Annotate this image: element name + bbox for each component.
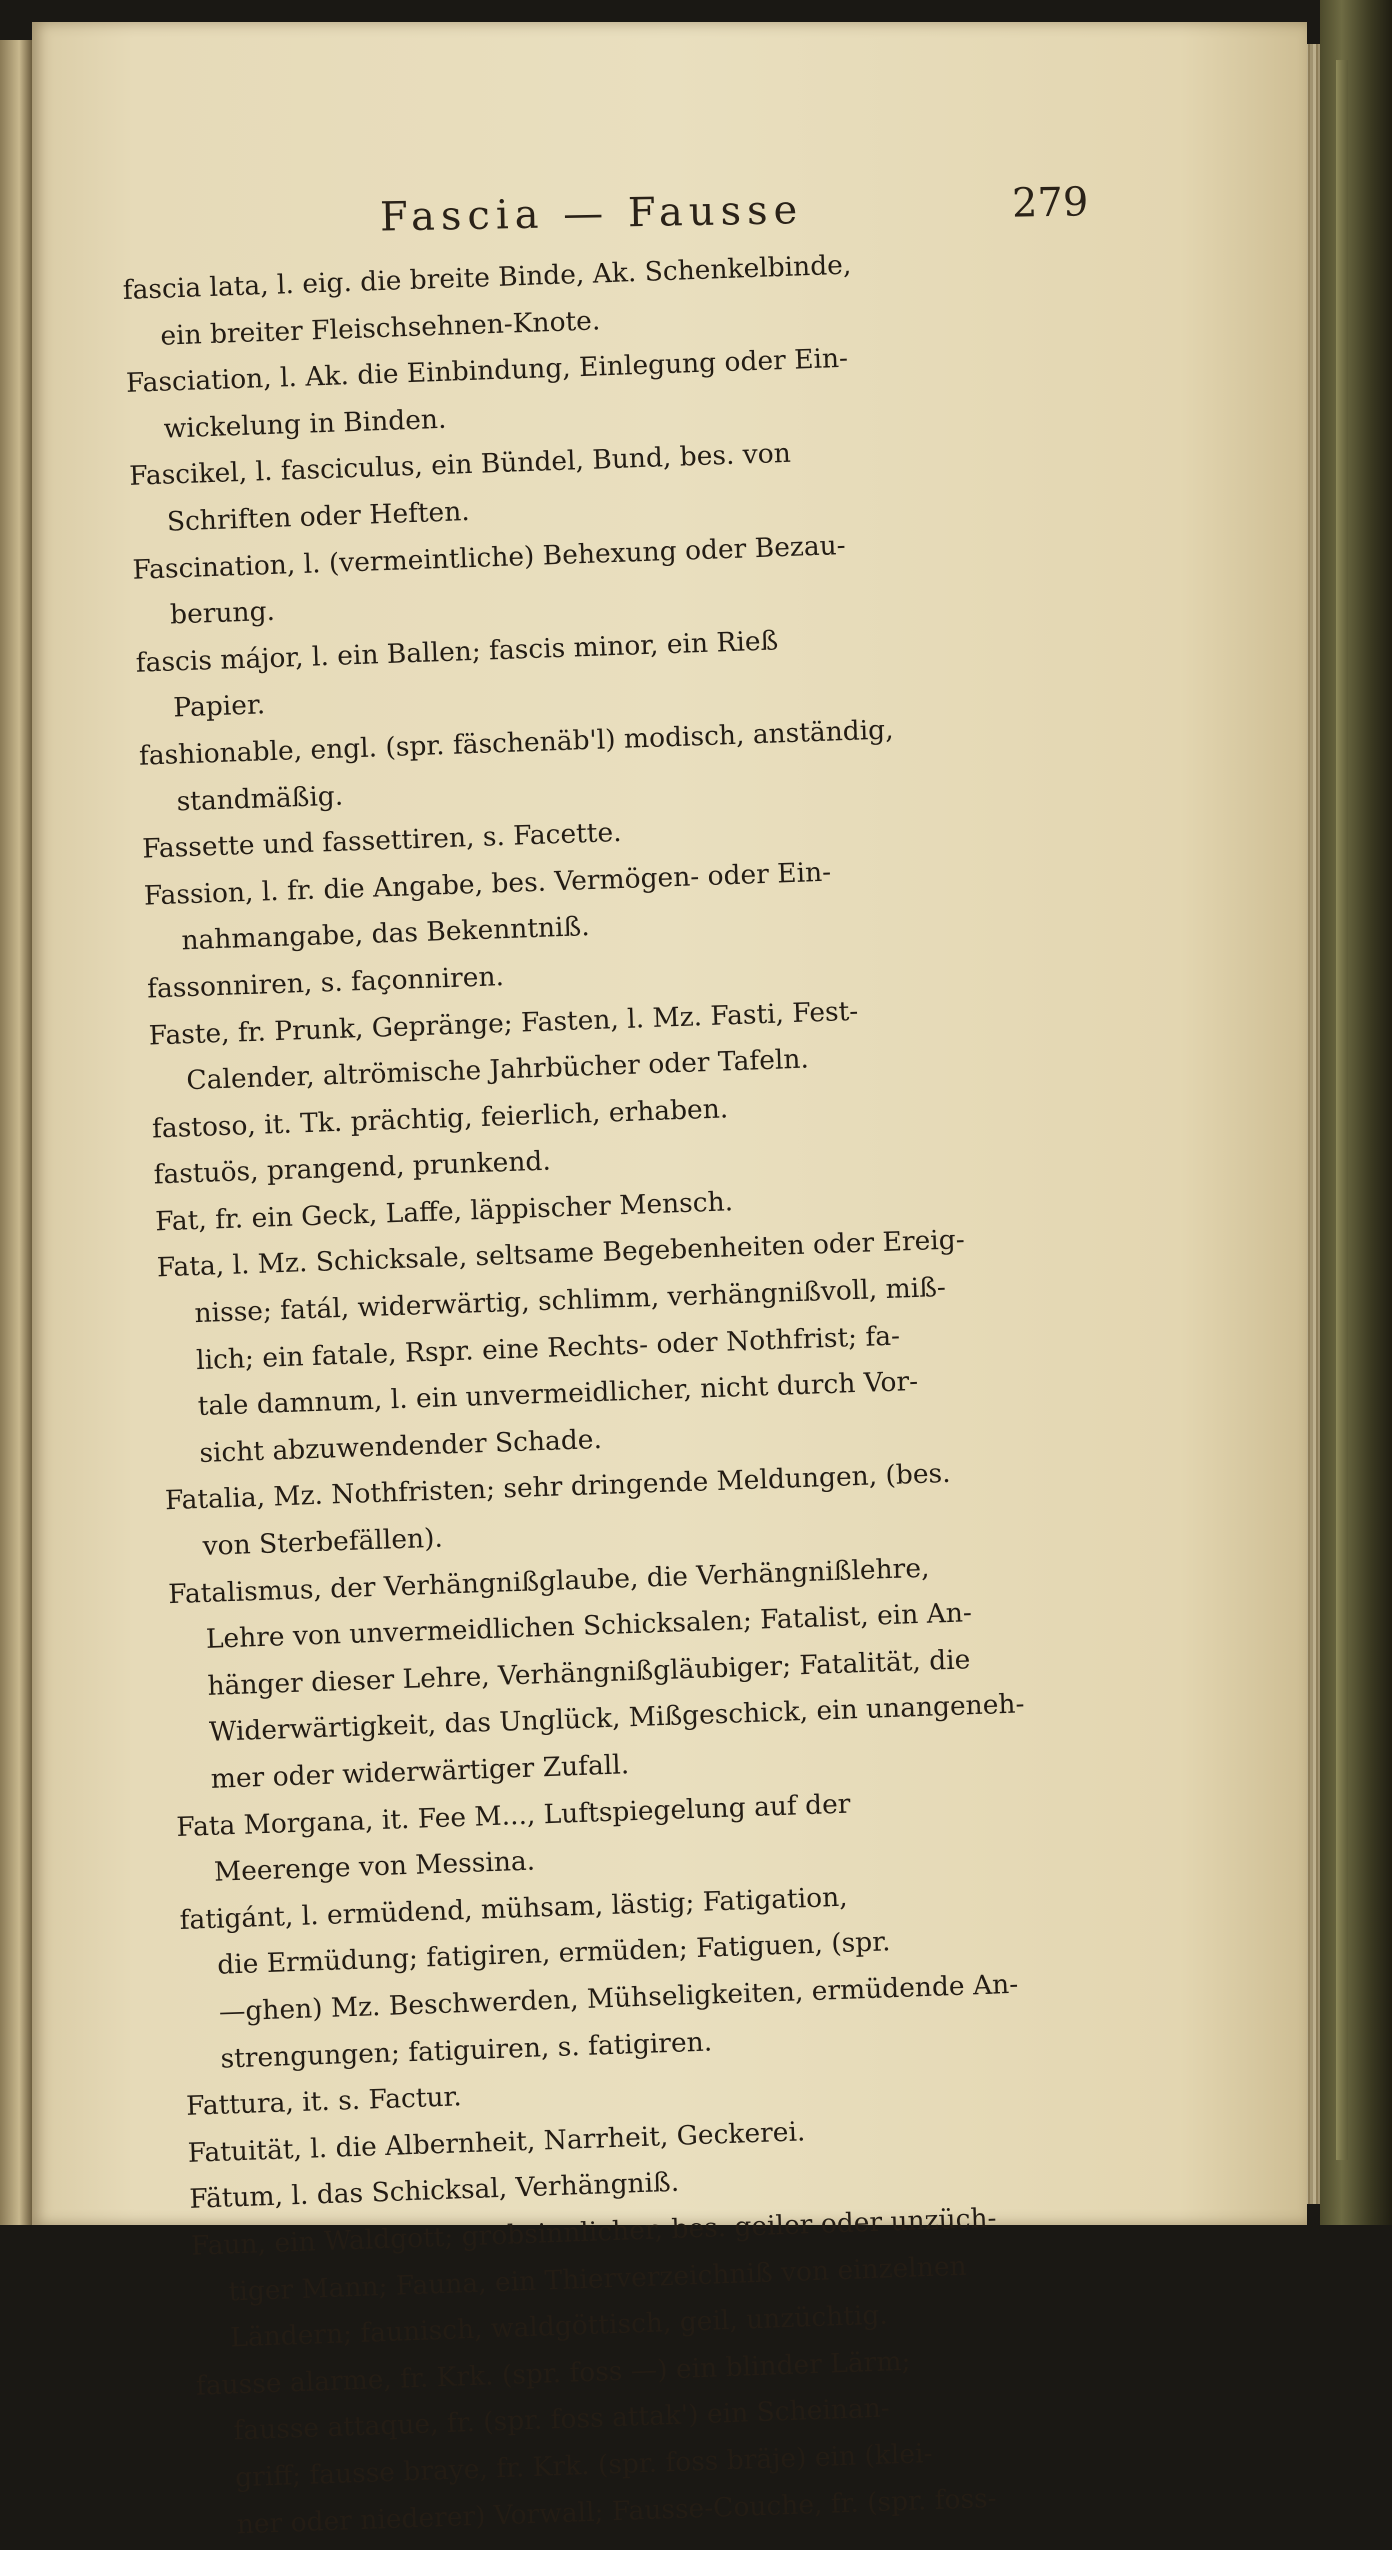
- left-page-edge: [0, 40, 32, 2225]
- text-line: fausse alarme, fr. Krk. (spr. foss —) ein blinder Lärm;: [195, 2345, 911, 2402]
- text-line: Schriften oder Heften.: [166, 495, 471, 538]
- text-line: Fatalia, Mz. Nothfristen; sehr dringende Meldungen, (bes.: [164, 1458, 952, 1517]
- text-line: —ghen) Mz. Beschwerden, Mühseligkeiten, ermüdende An-: [218, 1968, 1019, 2028]
- text-line: fausse attaque, fr. (spr. foss attak') ein Scheinan-: [233, 2392, 891, 2447]
- text-line: Fata Morgana, it. Fee M..., Luftspiegelung auf der: [175, 1788, 851, 1843]
- text-line: mer oder widerwärtiger Zufall.: [210, 1749, 630, 1795]
- text-line: Fascikel, l. fasciculus, ein Bündel, Bund, bes. von: [128, 438, 792, 493]
- text-line: wickelung in Binden.: [163, 403, 447, 445]
- text-line: Fasciation, l. Ak. die Einbindung, Einlegung oder Ein-: [125, 342, 849, 400]
- text-line: griff; fausse braye, fr. Krk. (spr. foss bräje) ein (klei-: [234, 2437, 933, 2494]
- dictionary-text: [122, 233, 1201, 2550]
- text-line: Meerenge von Messina.: [213, 1845, 536, 1888]
- text-line: Fattura, it. s. Factur.: [185, 2081, 463, 2123]
- text-line: Faste, fr. Prunk, Gepränge; Fasten, l. Mz. Fasti, Fest-: [148, 995, 859, 1052]
- text-line: Fassion, l. fr. die Angabe, bes. Vermögen- oder Ein-: [143, 856, 832, 912]
- text-line: berung.: [169, 596, 276, 631]
- text-line: die Ermüdung; fatigiren, ermüden; Fatiguen, (spr.: [216, 1926, 891, 1982]
- text-line: Calender, altrömische Jahrbücher oder Tafeln.: [185, 1043, 810, 1097]
- text-line: strengungen; fatiguiren, s. fatigiren.: [220, 2026, 713, 2075]
- text-line: Widerwärtigkeit, das Unglück, Mißgeschick, ein unangeneh-: [208, 1688, 1025, 1749]
- text-line: tale damnum, l. ein unvermeidlicher, nicht durch Vor-: [197, 1366, 919, 1423]
- text-line: Lehre von unvermeidlichen Schicksalen; Fatalist, ein An-: [205, 1597, 973, 1656]
- text-line: Fata, l. Mz. Schicksale, seltsame Begebenheiten oder Ereig-: [156, 1224, 966, 1284]
- text-line: Ländern; faunisch, waldgöttisch, geil, unzüchtig.: [229, 2299, 889, 2354]
- text-line: fascis májor, l. ein Ballen; fascis minor, ein Rieß: [135, 625, 779, 679]
- text-line: fastoso, it. Tk. prächtig, feierlich, erhaben.: [151, 1093, 729, 1145]
- text-line: fassonniren, s. façonniren.: [146, 961, 505, 1005]
- page-number: 279: [1011, 179, 1089, 227]
- text-line: fashionable, engl. (spr. fäschenäb'l) modisch, anständig,: [138, 714, 895, 772]
- text-line: standmäßig.: [176, 780, 344, 817]
- text-line: Fascination, l. (vermeintliche) Behexung oder Bezau-: [132, 529, 847, 586]
- text-line: tiger Mann; Fauna, ein Thierverzeichniß von einzelnen: [228, 2250, 968, 2308]
- text-line: fascia lata, l. eig. die breite Binde, Ak. Schenkelbinde,: [122, 249, 852, 306]
- spine-binding-strip: [1336, 60, 1348, 2160]
- text-line: Fassette und fassettiren, s. Facette.: [141, 817, 623, 865]
- text-line: Fat, fr. ein Geck, Laffe, läppischer Mensch.: [154, 1186, 734, 1238]
- text-line: von Sterbefällen).: [202, 1522, 444, 1562]
- running-head: Fascia — Fausse: [379, 187, 804, 241]
- text-line: Faun, ein Waldgott; grobsinnlicher, bes. geiler oder unzüch-: [190, 2202, 997, 2262]
- book-spine: [1320, 0, 1392, 2225]
- text-line: Fatalismus, der Verhängnißglaube, die Verhängnißlehre,: [167, 1552, 930, 1610]
- text-line: ner oder niederer) Vorwall; Fausse-Couche, fr. (spr. foss-: [236, 2482, 998, 2540]
- text-line: lich; ein fatale, Rspr. eine Rechts- oder Nothfrist; fa-: [195, 1320, 901, 1376]
- text-line: Fatuität, l. die Albernheit, Narrheit, Geckerei.: [187, 2116, 806, 2169]
- text-line: fastuös, prangend, prunkend.: [153, 1145, 552, 1191]
- text-line: Fätum, l. das Schicksal, Verhängniß.: [188, 2167, 680, 2216]
- text-line: sicht abzuwendender Schade.: [198, 1423, 603, 1469]
- text-line: hänger dieser Lehre, Verhängnißgläubiger; Fatalität, die: [207, 1644, 971, 1702]
- text-line: nisse; fatál, widerwärtig, schlimm, verhängnißvoll, miß-: [193, 1271, 947, 1330]
- text-line: ein breiter Fleischsehnen-Knote.: [159, 304, 601, 352]
- text-line: nahmangabe, das Bekenntniß.: [180, 911, 591, 957]
- text-line: Papier.: [172, 689, 266, 724]
- text-line: fatigánt, l. ermüdend, mühsam, lästig; Fatigation,: [179, 1881, 849, 1936]
